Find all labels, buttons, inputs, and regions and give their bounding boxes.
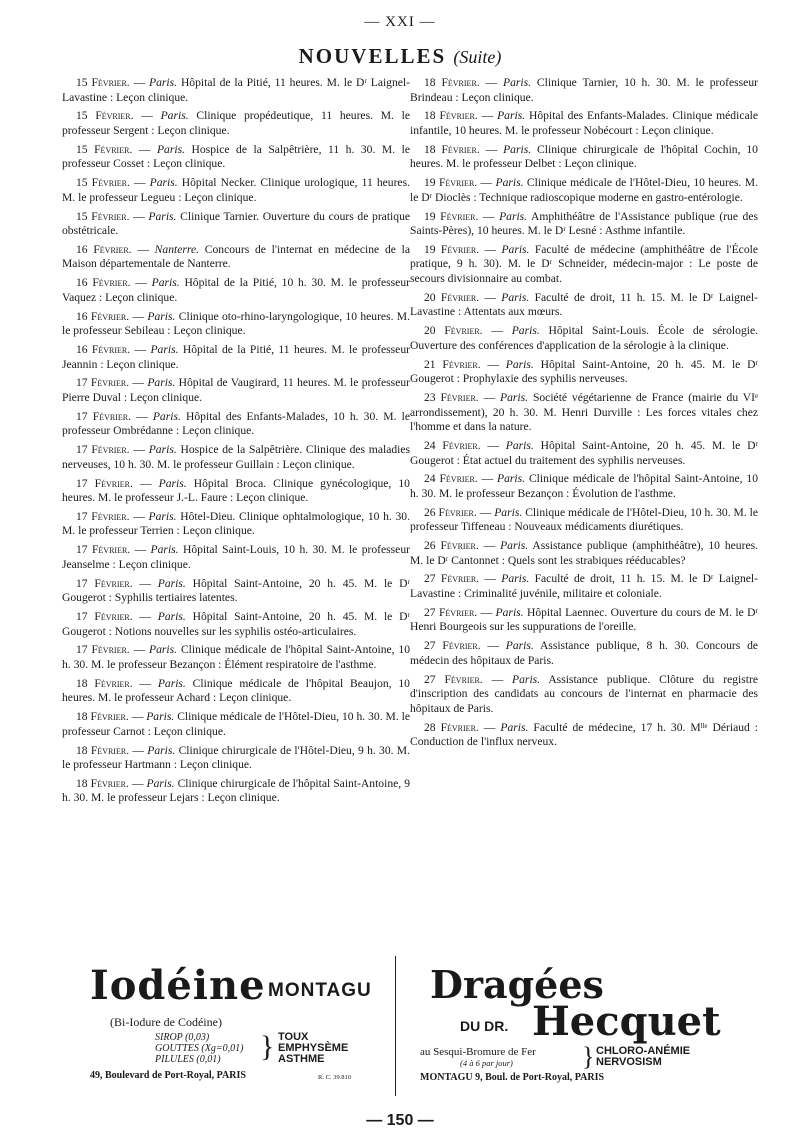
news-entry: 17 Février. — Paris. Hôpital Broca. Clinique gynécologique, 10 heures. M. le professeur J.-L. Faure : Leçon clinique. [62, 476, 410, 505]
entry-date: 18 Février. [76, 676, 133, 690]
news-entry: 26 Février. — Paris. Clinique médicale de l'Hôtel-Dieu, 10 h. 30. M. le professeur Tiffeneau : Nouveaux médicaments diurétiques. [410, 505, 759, 534]
entry-text: Clinique Tarnier. Ouverture du cours de pratique obstétricale. [62, 209, 411, 238]
news-entry: 24 Février. — Paris. Clinique médicale de l'hôpital Saint-Antoine, 10 h. 30. M. le professeur Bezançon : Évolution de l'asthme. [410, 472, 759, 500]
entry-city: Paris. [501, 572, 530, 586]
entry-text: Clinique oto-rhino-laryngologique, 10 heures. M. le professeur Sebileau : Leçon clinique. [62, 309, 411, 338]
entry-text: Faculté de médecine (amphithéâtre de l'École pratique, 9 h. 30). M. le Dʳ Schneider, médecin-major : Le poste de secours divisionnaire au combat. [410, 242, 758, 286]
entry-city: Paris. [503, 142, 532, 156]
ad-form: SIROP (0,03) [155, 1032, 210, 1043]
entry-city: Paris. [151, 276, 180, 290]
title-suite: (Suite) [453, 47, 502, 67]
news-entry: 18 Février. — Paris. Clinique médicale de l'hôpital Beaujon, 10 heures. M. le professeur Achard : Leçon clinique. [62, 676, 410, 705]
entry-text: Hôpital de la Pitié, 10 h. 30. M. le professeur Vaquez : Leçon clinique. [62, 276, 410, 304]
entry-date: 16 Février. [76, 309, 130, 323]
entry-date: 17 Février. [76, 610, 133, 623]
entry-date: 15 Février. [76, 109, 134, 123]
entry-city: Paris. [505, 639, 534, 653]
news-entry: 17 Février. — Paris. Hôpital de Vaugirard, 11 heures. M. le professeur Pierre Duval : Leçon clinique. [62, 376, 410, 404]
news-entry: 20 Février. — Paris. Hôpital Saint-Louis. École de sérologie. Ouverture des conférences d'application de la sérologie à la clinique. [410, 324, 759, 352]
entry-date: 28 Février. [424, 720, 479, 734]
ad-maker: MONTAGU [268, 980, 372, 1001]
news-entry: 16 Février. — Paris. Clinique oto-rhino-laryngologique, 10 heures. M. le professeur Sebileau : Leçon clinique. [62, 309, 411, 338]
entry-date: 19 Février. [424, 209, 479, 223]
news-entry: 19 Février. — Paris. Amphithéâtre de l'Assistance publique (rue des Saints-Pères), 10 heures. M. le Dʳ Lesné : Asthme infantile. [410, 209, 758, 238]
entry-city: Paris. [157, 676, 186, 690]
page-number: — 150 — [366, 1112, 434, 1129]
news-entry: 28 Février. — Paris. Faculté de médecine, 17 h. 30. Mˡˡᵉ Dériaud : Conduction de l'influx nerveux. [410, 720, 759, 749]
entry-city: Paris. [158, 476, 187, 490]
entry-city: Paris. [511, 324, 540, 338]
entry-text: Clinique médicale de l'hôpital Saint-Antoine, 10 h. 30. M. le professeur Bezançon : Élément respiratoire de l'asthme. [62, 643, 411, 671]
entry-city: Paris. [150, 343, 179, 356]
entry-city: Paris. [495, 176, 524, 190]
news-entry: 18 Février. — Paris. Clinique chirurgicale de l'hôpital Saint-Antoine, 9 h. 30. M. le professeur Lejars : Leçon clinique. [62, 776, 410, 805]
ad-uses [596, 1046, 690, 1068]
entry-text: Hôpital Broca. Clinique gynécologique, 10 heures. M. le professeur J.-L. Faure : Leçon clinique. [62, 476, 410, 505]
ad-form: GOUTTES (Xg=0,01) [155, 1043, 244, 1054]
entry-text: Faculté de droit, 11 h. 15. M. le Dʳ Laignel-Lavastine : Attentats aux mœurs. [410, 290, 758, 319]
news-entry: 15 Février. — Paris. Clinique Tarnier. Ouverture du cours de pratique obstétricale. [62, 209, 411, 238]
news-entry: 27 Février. — Paris. Faculté de droit, 11 h. 15. M. le Dʳ Laignel-Lavastine : Criminalité juvénile, militaire et coloniale. [410, 572, 758, 601]
brace-icon: } [582, 1042, 595, 1071]
entry-date: 17 Février. [76, 476, 133, 490]
ad-dose: (4 à 6 par jour) [460, 1058, 513, 1068]
entry-date: 17 Février. [76, 576, 133, 590]
news-entry: 23 Février. — Paris. Société végétarienne de France (mairie du VIᵉ arrondissement), 20 h. 30. M. Henri Durville : Les forces vitales chez l'homme et dans la nature. [410, 390, 759, 434]
news-entry: 17 Février. — Paris. Hôpital Saint-Antoine, 20 h. 45. M. le Dʳ Gougerot : Syphilis tertiaires latentes. [62, 576, 410, 605]
entry-city: Paris. [500, 390, 529, 404]
entry-date: 18 Février. [424, 76, 480, 89]
ad-use: TOUX [278, 1031, 309, 1043]
entry-date: 20 Février. [424, 324, 483, 338]
news-entry: 19 Février. — Paris. Clinique médicale de l'Hôtel-Dieu, 10 heures. M. le Dʳ Dioclès : Technique radioscopique moderne en gastro-entérologie. [410, 176, 759, 204]
ad-left [70, 960, 390, 1095]
ad-use: NERVOSISM [596, 1056, 662, 1068]
entry-text: Clinique chirurgicale de l'hôpital Saint-Antoine, 9 h. 30. M. le professeur Lejars : Leçon clinique. [62, 776, 410, 805]
entry-text: Clinique médicale de l'Hôtel-Dieu, 10 h. 30. M. le professeur Tiffeneau : Nouveaux médicaments diurétiques. [410, 505, 759, 534]
entry-city: Paris. [148, 509, 177, 523]
entry-date: 27 Février. [424, 605, 478, 619]
entry-city: Paris. [156, 142, 185, 156]
news-entry: 26 Février. — Paris. Assistance publique (amphithéâtre), 10 heures. M. le Dʳ Cantonnet : Quels sont les strabiques rééducables? [410, 539, 758, 567]
entry-text: Faculté de droit, 11 h. 15. M. le Dʳ Laignel-Lavastine : Criminalité juvénile, militaire et coloniale. [410, 572, 758, 601]
entry-city: Paris. [512, 672, 541, 686]
ad-rc: R. C. 39.810 [318, 1074, 352, 1081]
entry-city: Paris. [148, 209, 177, 223]
entry-city: Paris. [505, 357, 534, 371]
news-entry: 18 Février. — Paris. Hôpital des Enfants-Malades. Clinique médicale infantile, 10 heures. M. le professeur Nobécourt : Leçon clinique. [410, 109, 758, 137]
entry-date: 17 Février. [76, 409, 131, 423]
entry-date: 27 Février. [424, 639, 481, 653]
entry-date: 27 Février. [424, 572, 480, 586]
entry-text: Hôpital de Vaugirard, 11 heures. M. le professeur Pierre Duval : Leçon clinique. [62, 376, 410, 404]
entry-date: 18 Février. [76, 776, 129, 790]
ad-right [420, 960, 730, 1095]
ad-uses [278, 1032, 348, 1065]
entry-date: 18 Février. [424, 109, 478, 123]
entry-date: 17 Février. [76, 376, 130, 390]
news-entry: 18 Février. — Paris. Clinique chirurgicale de l'Hôtel-Dieu, 9 h. 30. M. le professeur Hartmann : Leçon clinique. [62, 743, 411, 772]
news-entry: 21 Février. — Paris. Hôpital Saint-Antoine, 20 h. 45. M. le Dʳ Gougerot : Prophylaxie des syphilis nerveuses. [410, 357, 758, 386]
entry-text: Assistance publique, 8 h. 30. Concours de médecin des hôpitaux de Paris. [410, 639, 759, 667]
entry-text: Faculté de médecine, 17 h. 30. Mˡˡᵉ Dériaud : Conduction de l'influx nerveux. [410, 720, 759, 749]
ad-du-dr: DU DR. [460, 1018, 509, 1034]
entry-city: Paris. [500, 539, 529, 553]
entry-date: 23 Février. [424, 390, 479, 404]
ad-use: ASTHME [278, 1053, 325, 1065]
news-entry: 17 Février. — Paris. Hospice de la Salpêtrière. Clinique des maladies nerveuses, 10 h. 30. M. le professeur Guillain : Leçon clinique. [62, 443, 411, 471]
entry-text: Hôpital des Enfants-Malades. Clinique médicale infantile, 10 heures. M. le professeur Nobécourt : Leçon clinique. [410, 109, 758, 137]
entry-city: Paris. [500, 720, 529, 734]
entry-date: 18 Février. [76, 743, 130, 757]
entry-city: Paris. [149, 176, 178, 190]
entry-date: 26 Février. [424, 539, 479, 553]
entry-text: Hôpital Saint-Louis. École de sérologie. Ouverture des conférences d'application de la sérologie à la clinique. [410, 324, 759, 352]
news-entry: 15 Février. — Paris. Hospice de la Salpêtrière, 11 h. 30. M. le professeur Cosset : Leçon clinique. [62, 142, 410, 171]
entry-date: 20 Février. [424, 290, 480, 304]
entry-text: Clinique propédeutique, 11 heures. M. le professeur Sergent : Leçon clinique. [62, 109, 411, 137]
entry-date: 15 Février. [76, 76, 130, 89]
news-entry: 15 Février. — Paris. Clinique propédeutique, 11 heures. M. le professeur Sergent : Leçon clinique. [62, 109, 411, 137]
news-entry: 19 Février. — Paris. Faculté de médecine (amphithéâtre de l'École pratique, 9 h. 30). M. le Dʳ Schneider, médecin-major : Le poste de secours divisionnaire au combat. [410, 242, 758, 286]
entry-city: Paris. [148, 443, 177, 457]
entry-date: 18 Février. [76, 710, 129, 724]
entry-date: 16 Février. [76, 343, 131, 356]
entry-text: Clinique médicale de l'Hôtel-Dieu, 10 heures. M. le Dʳ Dioclès : Technique radioscopique moderne en gastro-entérologie. [410, 176, 759, 204]
entry-text: Hospice de la Salpêtrière, 11 h. 30. M. le professeur Cosset : Leçon clinique. [62, 142, 410, 171]
ad-subtitle: (Bi-Iodure de Codéine) [110, 1015, 222, 1029]
news-entry: 24 Février. — Paris. Hôpital Saint-Antoine, 20 h. 45. M. le Dʳ Gougerot : État actuel du traitement des syphilis nerveuses. [410, 438, 758, 467]
ad-brand-iodeine: Iodéine [90, 962, 266, 1009]
entry-date: 19 Février. [424, 176, 478, 190]
entry-date: 16 Février. [76, 242, 132, 256]
ad-form: PILULES (0,01) [155, 1054, 221, 1065]
entry-date: 21 Février. [424, 357, 481, 371]
ad-formula: au Sesqui-Bromure de Fer [420, 1046, 536, 1058]
entry-text: Assistance publique. Clôture du registre d'inscription des candidats au concours de l'internat en pharmacie des hôpitaux de Paris. [410, 672, 758, 715]
entry-city: Paris. [497, 472, 526, 486]
news-entry: 18 Février. — Paris. Clinique médicale de l'Hôtel-Dieu, 10 h. 30. M. le professeur Carnot : Leçon clinique. [62, 710, 411, 738]
entry-city: Paris. [503, 76, 532, 89]
entry-city: Paris. [494, 505, 523, 519]
entry-city: Paris. [497, 109, 526, 123]
news-entry: 27 Février. — Paris. Hôpital Laennec. Ouverture du cours de M. le Dʳ Henri Bourgeois sur les suppurations de l'oreille. [410, 605, 758, 634]
entry-text: Hôpital de la Pitié, 11 heures. M. le professeur Jeannin : Leçon clinique. [62, 343, 410, 371]
entry-text: Hôpital de la Pitié, 11 heures. M. le Dʳ Laignel-Lavastine : Leçon clinique. [62, 76, 411, 104]
news-entry: 15 Février. — Paris. Hôpital de la Pitié, 11 heures. M. le Dʳ Laignel-Lavastine : Leçon clinique. [62, 76, 411, 104]
entry-date: 17 Février. [76, 443, 130, 457]
entry-date: 15 Février. [76, 209, 130, 223]
entry-date: 24 Février. [424, 472, 478, 486]
entry-text: Clinique médicale de l'Hôtel-Dieu, 10 h. 30. M. le professeur Carnot : Leçon clinique. [62, 710, 411, 738]
news-entry: 15 Février. — Paris. Hôpital Necker. Clinique urologique, 11 heures. M. le professeur Legueu : Leçon clinique. [62, 176, 410, 204]
ad-use: EMPHYSÈME [278, 1042, 349, 1054]
entry-city: Paris. [157, 610, 186, 623]
page-title [0, 44, 800, 69]
entry-date: 15 Février. [76, 142, 133, 156]
news-entry: 18 Février. — Paris. Clinique chirurgicale de l'hôpital Cochin, 10 heures. M. le professeur Delbet : Leçon clinique. [410, 142, 758, 171]
entry-text: Clinique chirurgicale de l'Hôtel-Dieu, 9 h. 30. M. le professeur Hartmann : Leçon clinique. [62, 743, 411, 772]
news-entry: 17 Février. — Paris. Hôtel-Dieu. Clinique ophtalmologique, 10 h. 30. M. le professeur Terrien : Leçon clinique. [62, 509, 410, 538]
ad-brand-hecquet: Hecquet [532, 998, 721, 1045]
entry-city: Paris. [501, 290, 530, 304]
entry-date: 24 Février. [424, 438, 481, 452]
entry-city: Paris. [152, 409, 181, 423]
right-column [410, 76, 758, 754]
left-column [62, 76, 410, 810]
news-entry: 27 Février. — Paris. Assistance publique, 8 h. 30. Concours de médecin des hôpitaux de Paris. [410, 639, 759, 667]
news-entry: 17 Février. — Paris. Clinique médicale de l'hôpital Saint-Antoine, 10 h. 30. M. le professeur Bezançon : Élément respiratoire de l'asthme. [62, 643, 411, 671]
entry-date: 17 Février. [76, 509, 130, 523]
news-entry: 17 Février. — Paris. Hôpital des Enfants-Malades, 10 h. 30. M. le professeur Ombrédanne : Leçon clinique. [62, 409, 411, 438]
entry-city: Paris. [501, 242, 530, 256]
entry-text: Hôpital Saint-Antoine, 20 h. 45. M. le Dʳ Gougerot : Syphilis tertiaires latentes. [62, 576, 410, 605]
entry-text: Société végétarienne de France (mairie du VIᵉ arrondissement), 20 h. 30. M. Henri Durville : Les forces vitales chez l'homme et dans la nature. [410, 390, 759, 434]
entry-date: 27 Février. [424, 672, 483, 686]
entry-city: Paris. [149, 643, 178, 657]
ad-address: 49, Boulevard de Port-Royal, PARIS [90, 1070, 246, 1081]
title-text: NOUVELLES [298, 44, 447, 68]
news-entry: 16 Février. — Paris. Hôpital de la Pitié, 10 h. 30. M. le professeur Vaquez : Leçon clinique. [62, 276, 410, 304]
entry-city: Paris. [499, 209, 528, 223]
entry-text: Amphithéâtre de l'Assistance publique (rue des Saints-Pères), 10 heures. M. le Dʳ Lesné : Asthme infantile. [410, 209, 758, 238]
ad-address: MONTAGU 9, Boul. de Port-Royal, PARIS [420, 1072, 605, 1083]
brace-icon: } [260, 1030, 275, 1063]
entry-city: Paris. [146, 776, 175, 790]
entry-city: Nanterre. [154, 242, 200, 256]
entry-text: Clinique Tarnier, 10 h. 30. M. le professeur Brindeau : Leçon clinique. [410, 76, 758, 104]
entry-city: Paris. [149, 76, 178, 89]
entry-date: 17 Février. [76, 543, 131, 557]
entry-text: Hôpital Saint-Louis, 10 h. 30. M. le professeur Jeanselme : Leçon clinique. [62, 543, 410, 571]
news-entry: 20 Février. — Paris. Faculté de droit, 11 h. 15. M. le Dʳ Laignel-Lavastine : Attentats aux mœurs. [410, 290, 758, 319]
entry-text: Clinique chirurgicale de l'hôpital Cochin, 10 heures. M. le professeur Delbet : Leçon clinique. [410, 142, 758, 171]
entry-city: Paris. [495, 605, 524, 619]
entry-city: Paris. [146, 710, 175, 724]
entry-city: Paris. [147, 376, 176, 390]
entry-date: 15 Février. [76, 176, 130, 190]
entry-city: Paris. [150, 543, 179, 557]
entry-date: 26 Février. [424, 505, 477, 519]
entry-text: Hôpital Saint-Antoine, 20 h. 45. M. le Dʳ Gougerot : Notions nouvelles sur les syphilis ostéo-articulaires. [62, 610, 410, 638]
entry-date: 18 Février. [424, 142, 480, 156]
entry-city: Paris. [147, 743, 176, 757]
entry-text: Hôpital des Enfants-Malades, 10 h. 30. M. le professeur Ombrédanne : Leçon clinique. [62, 409, 411, 438]
entry-text: Hôpital Saint-Antoine, 20 h. 45. M. le Dʳ Gougerot : Prophylaxie des syphilis nerveuses. [410, 357, 758, 386]
entry-text: Clinique médicale de l'hôpital Beaujon, 10 heures. M. le professeur Achard : Leçon clinique. [62, 676, 410, 705]
entry-text: Hôtel-Dieu. Clinique ophtalmologique, 10 h. 30. M. le professeur Terrien : Leçon clinique. [62, 509, 410, 538]
news-entry: 27 Février. — Paris. Assistance publique. Clôture du registre d'inscription des candidats au concours de l'internat en pharmacie des hôpitaux de Paris. [410, 672, 758, 715]
entry-text: Clinique médicale de l'hôpital Saint-Antoine, 10 h. 30. M. le professeur Bezançon : Évolution de l'asthme. [410, 472, 759, 500]
entry-date: 17 Février. [76, 643, 130, 657]
news-entry: 18 Février. — Paris. Clinique Tarnier, 10 h. 30. M. le professeur Brindeau : Leçon clinique. [410, 76, 758, 104]
entry-date: 16 Février. [76, 276, 131, 290]
ad-brand-dragees: Dragées [430, 962, 604, 1007]
ad-divider [395, 956, 396, 1096]
news-entry: 17 Février. — Paris. Hôpital Saint-Louis, 10 h. 30. M. le professeur Jeanselme : Leçon clinique. [62, 543, 410, 571]
entry-city: Paris. [505, 438, 534, 452]
ad-forms [155, 1032, 243, 1065]
entry-text: Hôpital Saint-Antoine, 20 h. 45. M. le Dʳ Gougerot : État actuel du traitement des syphilis nerveuses. [410, 438, 758, 467]
news-entry: 16 Février. — Paris. Hôpital de la Pitié, 11 heures. M. le professeur Jeannin : Leçon clinique. [62, 343, 410, 371]
news-entry: 16 Février. — Nanterre. Concours de l'internat en médecine de la Maison départementale de Nanterre. [62, 242, 410, 271]
news-entry: 17 Février. — Paris. Hôpital Saint-Antoine, 20 h. 45. M. le Dʳ Gougerot : Notions nouvelles sur les syphilis ostéo-articulaires. [62, 610, 410, 638]
entry-city: Paris. [160, 109, 189, 123]
ad-use: CHLORO-ANÉMIE [596, 1045, 691, 1057]
entry-text: Concours de l'internat en médecine de la Maison départementale de Nanterre. [62, 242, 410, 271]
entry-city: Paris. [147, 309, 176, 323]
entry-text: Hospice de la Salpêtrière. Clinique des maladies nerveuses, 10 h. 30. M. le professeur Guillain : Leçon clinique. [62, 443, 411, 471]
entry-text: Hôpital Laennec. Ouverture du cours de M. le Dʳ Henri Bourgeois sur les suppurations de l'oreille. [410, 605, 758, 634]
entry-date: 19 Février. [424, 242, 480, 256]
entry-text: Hôpital Necker. Clinique urologique, 11 heures. M. le professeur Legueu : Leçon clinique. [62, 176, 410, 204]
entry-text: Assistance publique (amphithéâtre), 10 heures. M. le Dʳ Cantonnet : Quels sont les strabiques rééducables? [410, 539, 758, 567]
entry-city: Paris. [157, 576, 186, 590]
page-number-roman: — XXI — [364, 14, 436, 30]
